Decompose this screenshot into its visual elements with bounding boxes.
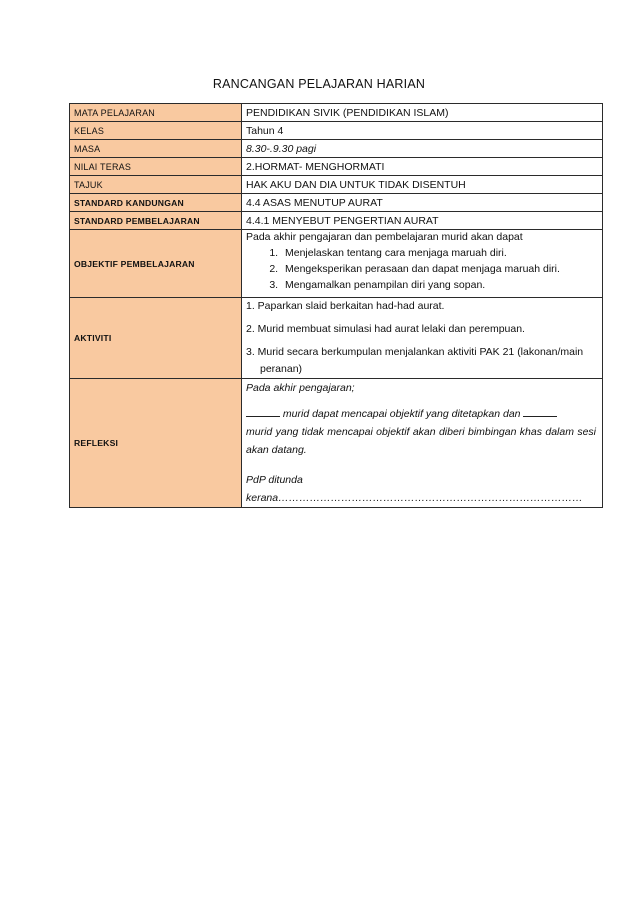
page-title: RANCANGAN PELAJARAN HARIAN [212,77,426,91]
row-objektif [70,230,603,298]
row-tajuk [70,176,603,194]
aktiviti-item-2: 2. Murid membuat simulasi had aurat lelaki dan perempuan. [246,323,525,335]
label-refleksi: REFLEKSI [70,379,242,508]
aktiviti-item-3-text: 3. Murid secara berkumpulan menjalankan aktiviti PAK 21 (lakonan/main [246,346,584,358]
value-masa: 8.30-.9.30 pagi [242,140,603,158]
label-nilai-teras: NILAI TERAS [70,158,242,176]
aktiviti-item-3-cont: peranan) [260,363,303,375]
label-kelas: KELAS [70,122,242,140]
refleksi-line-2 [246,405,596,423]
label-mata-pelajaran: MATA PELAJARAN [70,104,242,122]
value-objektif [242,230,603,298]
row-refleksi [70,379,603,508]
list-item: 1. Menjelaskan tentang cara menjaga maruah diri. [281,245,598,261]
value-nilai-teras: 2.HORMAT- MENGHORMATI [242,158,603,176]
value-aktiviti [242,298,603,379]
value-tajuk: HAK AKU DAN DIA UNTUK TIDAK DISENTUH [242,176,603,194]
refleksi-line-3: murid yang tidak mencapai objektif akan diberi bimbingan khas dalam sesi akan datang. [246,426,596,456]
value-standard-kandungan: 4.4 ASAS MENUTUP AURAT [242,194,603,212]
aktiviti-item-3 [246,344,598,378]
label-objektif: OBJEKTIF PEMBELAJARAN [70,230,242,298]
value-mata-pelajaran: PENDIDIKAN SIVIK (PENDIDIKAN ISLAM) [242,104,603,122]
list-item: 2. Mengeksperikan perasaan dan dapat menjaga maruah diri. [281,261,598,277]
refleksi-line-1: Pada akhir pengajaran; [246,382,355,394]
row-aktiviti [70,298,603,379]
blank-line [246,407,280,417]
row-nilai-teras [70,158,603,176]
refleksi-line-4: PdP ditunda kerana…………………………………………………………………………… [246,474,583,504]
label-aktiviti: AKTIVITI [70,298,242,379]
aktiviti-item-1: 1. Paparkan slaid berkaitan had-had aurat. [246,300,445,312]
value-kelas: Tahun 4 [242,122,603,140]
row-kelas [70,122,603,140]
objektif-list [246,245,598,293]
objektif-intro: Pada akhir pengajaran dan pembelajaran murid akan dapat [246,231,523,243]
refleksi-line-2-text: murid dapat mencapai objektif yang ditetapkan dan [282,408,521,420]
lesson-plan-table [69,103,603,508]
value-standard-pembelajaran: 4.4.1 MENYEBUT PENGERTIAN AURAT [242,212,603,230]
value-refleksi [242,379,603,508]
label-standard-pembelajaran: STANDARD PEMBELAJARAN [70,212,242,230]
row-masa [70,140,603,158]
label-masa: MASA [70,140,242,158]
label-standard-kandungan: STANDARD KANDUNGAN [70,194,242,212]
list-item: 3. Mengamalkan penampilan diri yang sopan. [281,277,598,293]
row-mata-pelajaran [70,104,603,122]
label-tajuk: TAJUK [70,176,242,194]
row-standard-pembelajaran [70,212,603,230]
row-standard-kandungan [70,194,603,212]
blank-line [523,407,557,417]
